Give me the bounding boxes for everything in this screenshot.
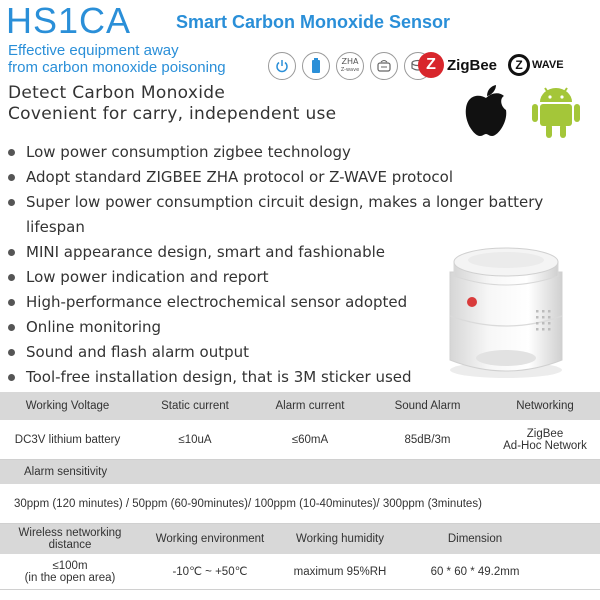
spec-value-cell: 85dB/3m: [404, 433, 451, 446]
sensitivity-header: Alarm sensitivity: [24, 466, 108, 478]
spec-header-cell: Static current: [161, 400, 229, 412]
subtitle-line-2: Covenient for carry, independent use: [8, 104, 337, 124]
sensor-device-image: [432, 232, 582, 386]
spec-header-cell: Wireless networking distance: [18, 527, 122, 551]
subtitle-line-1: Detect Carbon Monoxide: [8, 83, 226, 103]
spec-header-cell: Dimension: [447, 533, 503, 545]
feature-item: Adopt standard ZIGBEE ZHA protocol or Z-WAVE protocol: [6, 165, 566, 190]
feature-item: Low power consumption zigbee technology: [6, 140, 566, 165]
zha-label: ZHA: [341, 57, 359, 66]
sensitivity-value-row: [0, 484, 600, 524]
spec-header-cell: Alarm current: [275, 400, 345, 412]
spec-value-cell: ≤100m (in the open area): [24, 559, 116, 584]
zigbee-mark-icon: Z: [418, 52, 444, 78]
feature-item: High-performance electrochemical sensor adopted: [6, 290, 566, 315]
spec-value-cell: DC3V lithium battery: [14, 433, 121, 446]
feature-item: Super low power consumption circuit design, makes a longer battery lifespan: [6, 190, 566, 240]
product-title: Smart Carbon Monoxide Sensor: [176, 12, 451, 32]
sensitivity-header-row: [0, 460, 600, 484]
feature-item: Online monitoring: [6, 315, 566, 340]
zwave-text: WAVE: [532, 59, 564, 71]
tagline: [8, 42, 226, 76]
spec-header-cell: Networking: [516, 400, 574, 412]
android-icon: [530, 84, 582, 144]
spec-value-cell: ≤60mA: [291, 433, 329, 446]
battery-icon: [302, 52, 330, 80]
zwave-logo: [508, 54, 564, 76]
feature-icons: [268, 52, 432, 80]
spec-header-cell: Working environment: [155, 533, 265, 545]
spec-table: [0, 392, 600, 590]
zwave-mark-icon: Z: [508, 54, 530, 76]
spec-header-cell: Working Voltage: [25, 400, 110, 412]
spec-header-row-2: [0, 524, 600, 554]
feature-item: MINI appearance design, smart and fashionable: [6, 240, 566, 265]
zigbee-text: ZigBee: [447, 56, 498, 74]
feature-item: Low power indication and report: [6, 265, 566, 290]
feature-item: Tool-free installation design, that is 3M sticker used: [6, 365, 566, 390]
power-icon: [268, 52, 296, 80]
spec-value-row-2: [0, 554, 600, 590]
apple-icon: [462, 84, 510, 142]
spec-value-cell: -10℃ ~ +50℃: [172, 565, 248, 578]
alarm-sound-icon: [370, 52, 398, 80]
spec-value-cell: 60 * 60 * 49.2mm: [430, 565, 520, 578]
feature-item: Sound and flash alarm output: [6, 340, 566, 365]
spec-header-cell: Sound Alarm: [394, 400, 461, 412]
spec-value-cell: maximum 95%RH: [293, 565, 387, 578]
sensitivity-value: 30ppm (120 minutes) / 50ppm (60-90minutes)/ 100ppm (10-40minutes)/ 300ppm (3minutes): [14, 497, 482, 510]
zwave-small-label: Z-wave: [340, 67, 360, 73]
spec-value-cell: ≤10uA: [178, 433, 212, 446]
product-code: HS1CA: [6, 0, 132, 41]
tagline-line-1: Effective equipment away: [8, 42, 179, 59]
spec-header-row: [0, 392, 600, 420]
spec-header-cell: Working humidity: [296, 533, 384, 545]
spec-value-cell: ZigBee Ad-Hoc Network: [503, 427, 587, 452]
spec-value-row: [0, 420, 600, 460]
zha-icon: [336, 52, 364, 80]
zigbee-logo: [418, 52, 497, 78]
tagline-line-2: from carbon monoxide poisoning: [8, 59, 226, 76]
